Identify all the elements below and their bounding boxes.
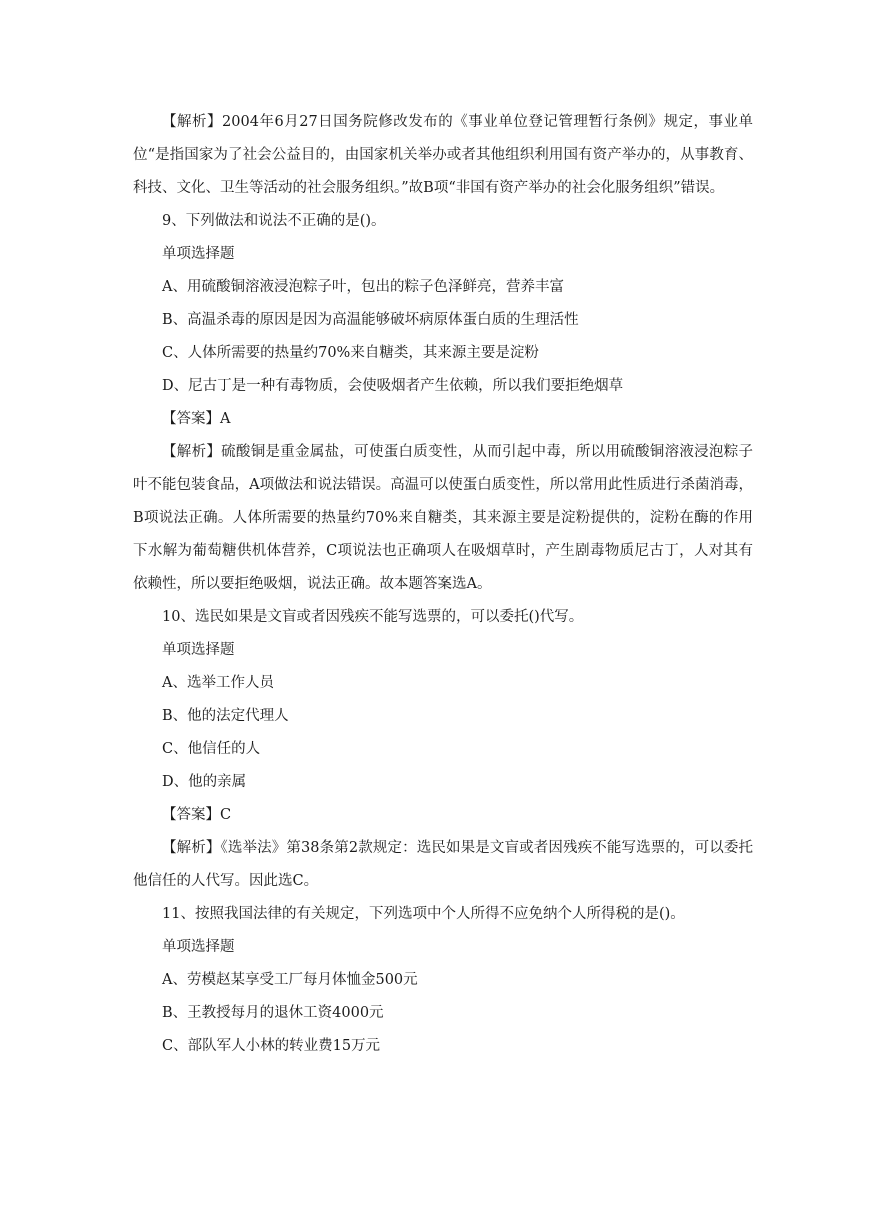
question-type-label: 单项选择题 — [162, 246, 235, 262]
option-c: C、人体所需要的热量约70%来自糖类，其来源主要是淀粉 — [162, 345, 539, 361]
question-11: 11、按照我国法律的有关规定，下列选项中个人所得不应免纳个人所得税的是()。 — [162, 906, 685, 922]
option-d: D、尼古丁是一种有毒物质，会使吸烟者产生依赖，所以我们要拒绝烟草 — [162, 378, 624, 394]
answer-q9: 【答案】A — [162, 411, 231, 427]
option-c: C、部队军人小林的转业费15万元 — [162, 1038, 381, 1054]
option-a: A、劳模赵某享受工厂每月体恤金500元 — [162, 972, 418, 988]
document-body — [133, 106, 753, 1063]
explanation-q10: 【解析】《选举法》第38条第2款规定：选民如果是文盲或者因残疾不能写选票的，可以委托他信任的人代写。因此选C。 — [133, 840, 753, 889]
question-type-label: 单项选择题 — [162, 939, 235, 955]
option-b: B、他的法定代理人 — [162, 708, 289, 724]
option-b: B、王教授每月的退休工资4000元 — [162, 1005, 384, 1021]
option-a: A、用硫酸铜溶液浸泡粽子叶，包出的粽子色泽鲜亮，营养丰富 — [162, 279, 564, 295]
option-d: D、他的亲属 — [162, 774, 247, 790]
question-10: 10、选民如果是文盲或者因残疾不能写选票的，可以委托()代写。 — [162, 609, 584, 625]
option-c: C、他信任的人 — [162, 741, 261, 757]
answer-q10: 【答案】C — [162, 807, 232, 823]
option-b: B、高温杀毒的原因是因为高温能够破坏病原体蛋白质的生理活性 — [162, 312, 579, 328]
explanation-q8: 【解析】2004年6月27日国务院修改发布的《事业单位登记管理暂行条例》规定，事业单位“是指国家为了社会公益目的，由国家机关举办或者其他组织利用国有资产举办的，从事教育、科技、文化、卫生等活动的社会服务组织。”故B项“非国有资产举办的社会化服务组织”错误。 — [133, 114, 753, 196]
explanation-q9: 【解析】硫酸铜是重金属盐，可使蛋白质变性，从而引起中毒，所以用硫酸铜溶液浸泡粽子叶不能包装食品，A项做法和说法错误。高温可以使蛋白质变性，所以常用此性质进行杀菌消毒，B项说法正确。人体所需要的热量约70%来自糖类，其来源主要是淀粉提供的，淀粉在酶的作用下水解为葡萄糖供机体营养，C项说法也正确项人在吸烟草时，产生剧毒物质尼古丁，人对其有依赖性，所以要拒绝吸烟，说法正确。故本题答案选A。 — [133, 444, 753, 592]
option-a: A、选举工作人员 — [162, 675, 274, 691]
question-9: 9、下列做法和说法不正确的是()。 — [162, 213, 386, 229]
question-type-label: 单项选择题 — [162, 642, 235, 658]
